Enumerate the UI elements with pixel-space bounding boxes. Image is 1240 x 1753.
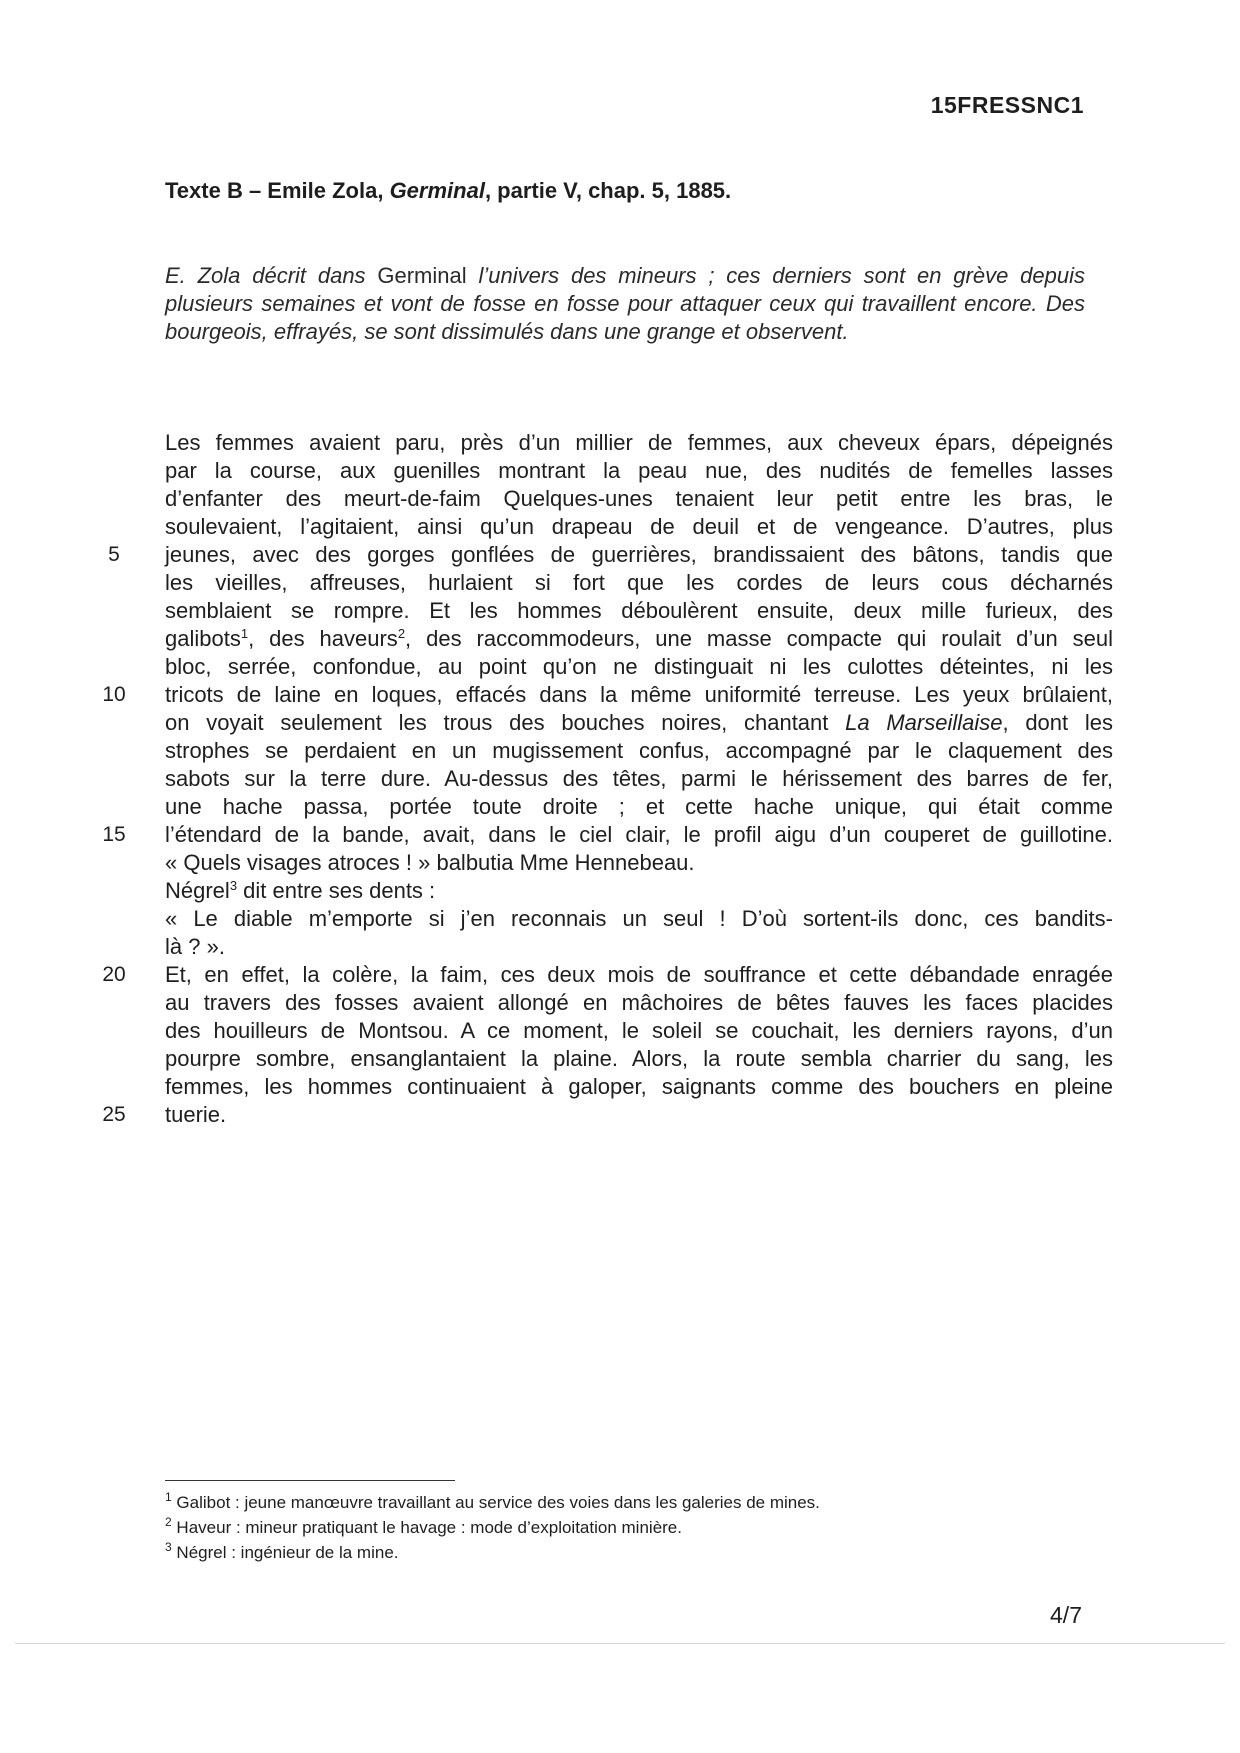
song-title: La Marseillaise bbox=[845, 710, 1003, 735]
line-text: l’étendard de la bande, avait, dans le ciel clair, le profil aigu d’un couperet de guillotine. bbox=[165, 822, 1113, 847]
line-text: par la course, aux guenilles montrant la peau nue, des nudités de femelles lasses bbox=[165, 458, 1113, 483]
line-text: une hache passa, portée toute droite ; et cette hache unique, qui était comme bbox=[165, 794, 1113, 819]
excerpt-line-21 bbox=[0, 989, 1240, 1017]
line-number: 15 bbox=[102, 823, 126, 846]
excerpt-line-17 bbox=[0, 877, 1240, 905]
footnote-ref-3: 3 bbox=[229, 878, 238, 893]
line-text: au travers des fosses avaient allongé en mâchoires de bêtes fauves les faces placides bbox=[165, 990, 1113, 1015]
excerpt-line-20 bbox=[0, 961, 1240, 989]
footnote-number: 2 bbox=[165, 1515, 172, 1529]
title-suffix: , partie V, chap. 5, 1885. bbox=[484, 178, 732, 203]
title-prefix: Texte B – Emile Zola, bbox=[165, 178, 390, 203]
line-number: 25 bbox=[102, 1103, 126, 1126]
line-11-part-c: , dont les bbox=[1002, 710, 1113, 735]
footnote-text: Négrel : ingénieur de la mine. bbox=[176, 1543, 399, 1562]
footnote-ref-1: 1 bbox=[240, 626, 249, 641]
line-11-part-a: on voyait seulement les trous des bouches noires, chantant bbox=[165, 710, 846, 735]
excerpt-line-22 bbox=[0, 1017, 1240, 1045]
line-text: d’enfanter des meurt-de-faim Quelques-unes tenaient leur petit entre les bras, le bbox=[165, 486, 1113, 511]
excerpt-line-7 bbox=[0, 597, 1240, 625]
line-text: tuerie. bbox=[165, 1102, 227, 1127]
line-text bbox=[165, 709, 1113, 737]
excerpt-line-16 bbox=[0, 849, 1240, 877]
line-text: strophes se perdaient en un mugissement confus, accompagné par le claquement des bbox=[165, 738, 1113, 763]
page-bottom-divider bbox=[15, 1643, 1225, 1644]
line-text: les vieilles, affreuses, hurlaient si fort que les cordes de leurs cous décharnés bbox=[165, 570, 1113, 595]
excerpt-line-23 bbox=[0, 1045, 1240, 1073]
line-text: soulevaient, l’agitaient, ainsi qu’un drapeau de deuil et de vengeance. D’autres, plus bbox=[165, 514, 1113, 539]
excerpt-line-15 bbox=[0, 821, 1240, 849]
footnotes bbox=[165, 1490, 1065, 1565]
intro-part2: l’univers des mineurs ; ces derniers sont en grève depuis plusieurs semaines et vont de fosse en fosse pour attaquer ceux qui travaillent encore. Des bourgeois, effrayés, se sont dissimulés dans une grange et observent. bbox=[165, 263, 1085, 344]
excerpt bbox=[0, 429, 1240, 1129]
line-text: femmes, les hommes continuaient à galoper, saignants comme des bouchers en pleine bbox=[165, 1074, 1113, 1099]
line-17-part-b: dit entre ses dents : bbox=[237, 878, 436, 903]
line-text: des houilleurs de Montsou. A ce moment, le soleil se couchait, les derniers rayons, d’un bbox=[165, 1018, 1113, 1043]
line-text: Les femmes avaient paru, près d’un millier de femmes, aux cheveux épars, dépeignés bbox=[165, 430, 1113, 455]
line-text: là ? ». bbox=[165, 934, 225, 959]
text-title bbox=[165, 178, 731, 204]
footnote-1 bbox=[165, 1490, 1065, 1515]
footnote-number: 1 bbox=[165, 1490, 172, 1504]
excerpt-line-3 bbox=[0, 485, 1240, 513]
line-text: « Quels visages atroces ! » balbutia Mme Hennebeau. bbox=[165, 850, 695, 875]
excerpt-line-5 bbox=[0, 541, 1240, 569]
line-number: 5 bbox=[108, 543, 120, 566]
intro-work: Germinal bbox=[377, 263, 467, 288]
line-text: jeunes, avec des gorges gonflées de guerrières, brandissaient des bâtons, tandis que bbox=[165, 542, 1113, 567]
excerpt-line-19 bbox=[0, 933, 1240, 961]
footnote-divider bbox=[165, 1480, 455, 1481]
footnote-3 bbox=[165, 1540, 1065, 1565]
excerpt-line-9 bbox=[0, 653, 1240, 681]
line-number: 20 bbox=[102, 963, 126, 986]
excerpt-line-14 bbox=[0, 793, 1240, 821]
line-text: pourpre sombre, ensanglantaient la plaine. Alors, la route sembla charrier du sang, les bbox=[165, 1046, 1113, 1071]
excerpt-line-2 bbox=[0, 457, 1240, 485]
excerpt-line-8 bbox=[0, 625, 1240, 653]
excerpt-line-1 bbox=[0, 429, 1240, 457]
excerpt-line-18 bbox=[0, 905, 1240, 933]
excerpt-line-25 bbox=[0, 1101, 1240, 1129]
line-8-part-b: , des haveurs bbox=[248, 626, 398, 651]
excerpt-line-10 bbox=[0, 681, 1240, 709]
line-text: bloc, serrée, confondue, au point qu’on ne distinguait ni les culottes déteintes, ni les bbox=[165, 654, 1113, 679]
line-text: semblaient se rompre. Et les hommes déboulèrent ensuite, deux mille furieux, des bbox=[165, 598, 1113, 623]
excerpt-line-4 bbox=[0, 513, 1240, 541]
excerpt-line-12 bbox=[0, 737, 1240, 765]
excerpt-line-24 bbox=[0, 1073, 1240, 1101]
line-text: Et, en effet, la colère, la faim, ces deux mois de souffrance et cette débandade enragée bbox=[165, 962, 1113, 987]
line-text bbox=[165, 625, 1113, 653]
excerpt-line-11 bbox=[0, 709, 1240, 737]
footnote-text: Haveur : mineur pratiquant le havage : mode d’exploitation minière. bbox=[176, 1518, 682, 1537]
page-number: 4/7 bbox=[1050, 1602, 1082, 1628]
line-text: tricots de laine en loques, effacés dans la même uniformité terreuse. Les yeux brûlaient, bbox=[165, 682, 1113, 707]
intro-part1: E. Zola décrit dans bbox=[165, 263, 378, 288]
footnote-number: 3 bbox=[165, 1540, 172, 1554]
line-17-part-a: Négrel bbox=[165, 878, 230, 903]
line-text: « Le diable m’emporte si j’en reconnais un seul ! D’où sortent-ils donc, ces bandits- bbox=[165, 906, 1113, 931]
line-text bbox=[165, 877, 1113, 905]
excerpt-line-13 bbox=[0, 765, 1240, 793]
line-8-part-a: galibots bbox=[165, 626, 241, 651]
footnote-text: Galibot : jeune manœuvre travaillant au service des voies dans les galeries de mines. bbox=[176, 1493, 820, 1512]
footnote-2 bbox=[165, 1515, 1065, 1540]
intro-paragraph bbox=[165, 262, 1085, 346]
title-work: Germinal bbox=[389, 178, 485, 203]
footnote-ref-2: 2 bbox=[397, 626, 406, 641]
line-number: 10 bbox=[102, 683, 126, 706]
line-text: sabots sur la terre dure. Au-dessus des têtes, parmi le hérissement des barres de fer, bbox=[165, 766, 1113, 791]
exam-code: 15FRESSNC1 bbox=[930, 92, 1084, 118]
line-8-part-c: , des raccommodeurs, une masse compacte qui roulait d’un seul bbox=[405, 626, 1113, 651]
excerpt-line-6 bbox=[0, 569, 1240, 597]
